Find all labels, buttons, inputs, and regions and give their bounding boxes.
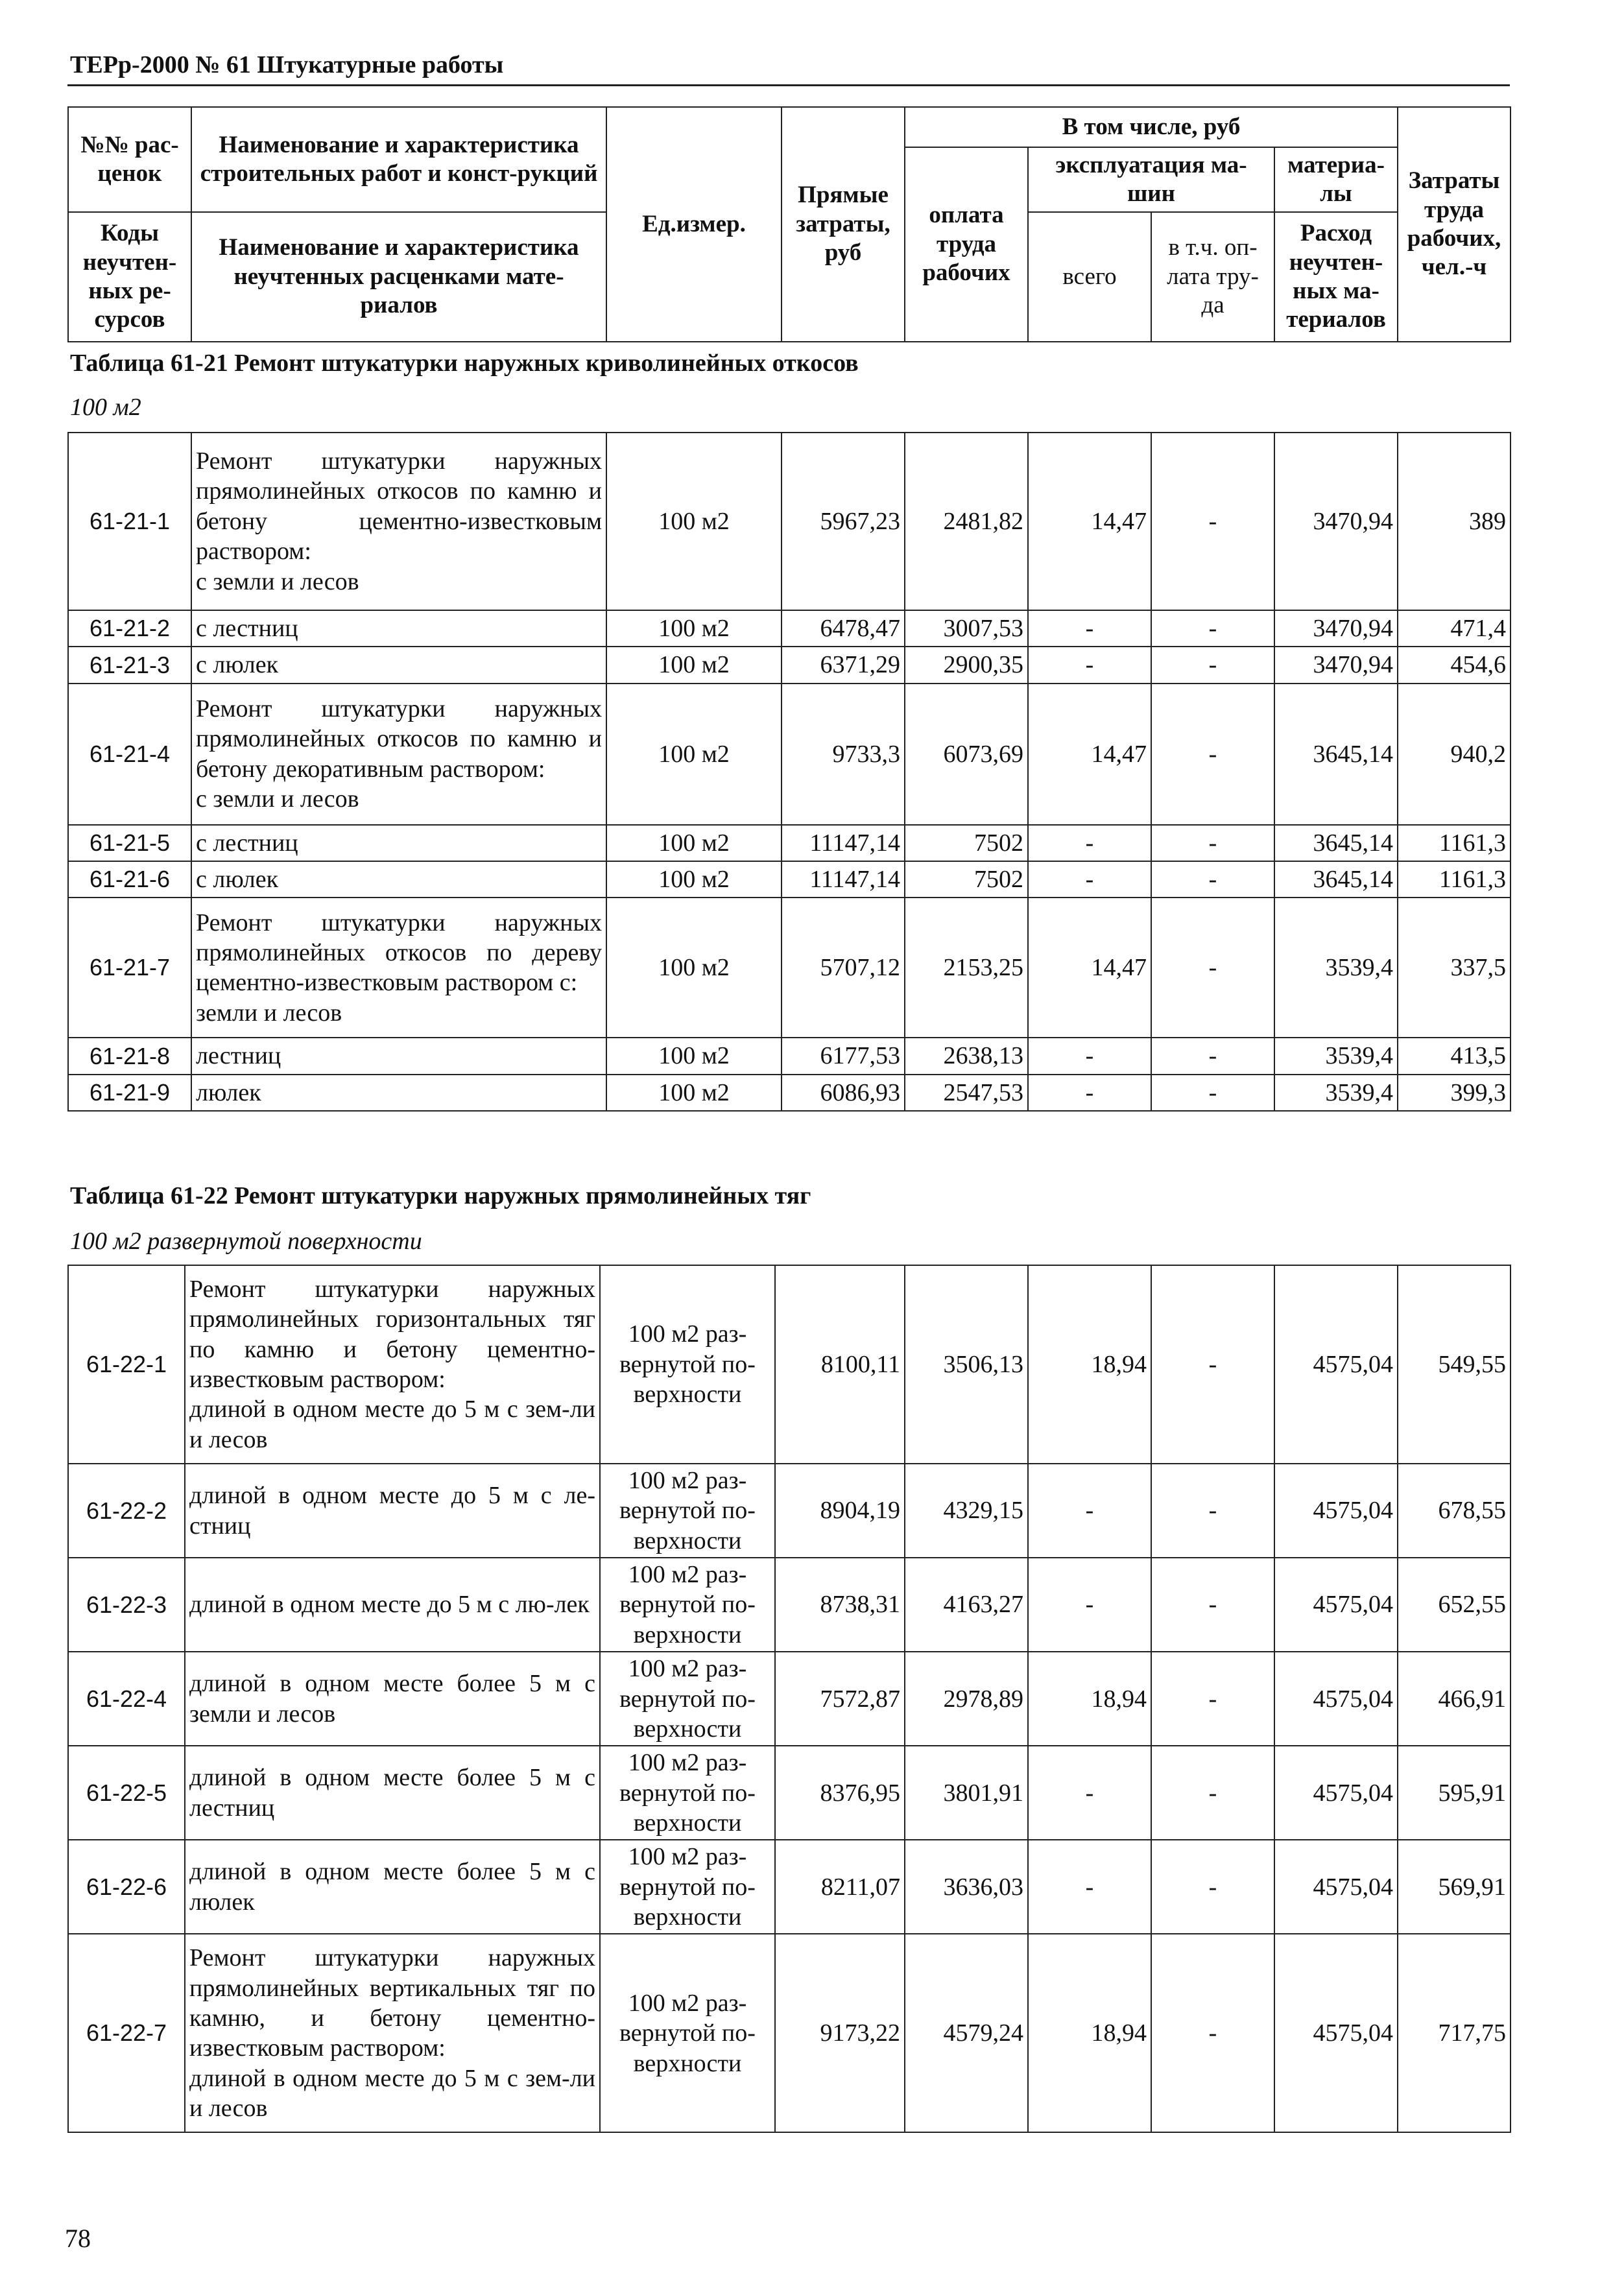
cell-machines-wages: - <box>1151 898 1274 1038</box>
cell-wages: 7502 <box>905 825 1028 861</box>
cell-name: Ремонт штукатурки наружных прямолинейных горизонтальных тяг по камню и бетону цементно-известковым раствором: длиной в одном месте до 5 м с зем-ли и лесов <box>185 1265 600 1464</box>
table-row <box>68 1746 1511 1840</box>
cell-wages: 4579,24 <box>905 1934 1028 2132</box>
cell-unit: 100 м2 раз-вернутой по-верхности <box>600 1652 775 1746</box>
cell-unit: 100 м2 <box>606 898 782 1038</box>
table-row <box>68 825 1511 861</box>
cell-direct-costs: 11147,14 <box>782 825 905 861</box>
cell-wages: 4329,15 <box>905 1464 1028 1558</box>
cell-unit: 100 м2 раз-вернутой по-верхности <box>600 1840 775 1934</box>
cell-materials: 4575,04 <box>1274 1652 1398 1746</box>
header-labor: Затраты труда рабочих, чел.-ч <box>1398 107 1511 342</box>
cell-labor: 717,75 <box>1398 1934 1511 2132</box>
table2-title: Таблица 61-22 Ремонт штукатурки наружных прямолинейных тяг <box>70 1182 811 1209</box>
cell-wages: 6073,69 <box>905 684 1028 825</box>
table-row <box>68 1464 1511 1558</box>
page-number: 78 <box>65 2224 91 2253</box>
cell-direct-costs: 8211,07 <box>775 1840 905 1934</box>
cell-machines-total: - <box>1028 825 1151 861</box>
cell-labor: 595,91 <box>1398 1746 1511 1840</box>
table-row <box>68 1038 1511 1074</box>
cell-unit: 100 м2 <box>606 433 782 610</box>
cell-wages: 3007,53 <box>905 610 1028 647</box>
cell-code: 61-21-4 <box>68 684 191 825</box>
cell-direct-costs: 6086,93 <box>782 1075 905 1111</box>
cell-code: 61-21-7 <box>68 898 191 1038</box>
cell-direct-costs: 8738,31 <box>775 1558 905 1652</box>
cell-name: лестниц <box>191 1038 606 1074</box>
cell-wages: 3636,03 <box>905 1840 1028 1934</box>
cell-labor: 1161,3 <box>1398 825 1511 861</box>
table-row <box>68 1265 1511 1464</box>
cell-unit: 100 м2 <box>606 1075 782 1111</box>
cell-wages: 4163,27 <box>905 1558 1028 1652</box>
cell-machines-wages: - <box>1151 1652 1274 1746</box>
table-row <box>68 647 1511 683</box>
table-row <box>68 1558 1511 1652</box>
cell-materials: 4575,04 <box>1274 1558 1398 1652</box>
header-materials-top: материа-лы <box>1274 147 1398 212</box>
cell-machines-total: - <box>1028 1038 1151 1074</box>
cell-materials: 3539,4 <box>1274 898 1398 1038</box>
cell-wages: 3506,13 <box>905 1265 1028 1464</box>
cell-machines-total: 18,94 <box>1028 1934 1151 2132</box>
cell-wages: 2153,25 <box>905 898 1028 1038</box>
cell-direct-costs: 9733,3 <box>782 684 905 825</box>
cell-materials: 3470,94 <box>1274 647 1398 683</box>
cell-direct-costs: 6177,53 <box>782 1038 905 1074</box>
table2-unit-caption: 100 м2 развернутой поверхности <box>70 1228 422 1255</box>
table1-unit-caption: 100 м2 <box>70 394 141 421</box>
table-row <box>68 1934 1511 2132</box>
cell-code: 61-22-2 <box>68 1464 185 1558</box>
cell-labor: 652,55 <box>1398 1558 1511 1652</box>
cell-wages: 3801,91 <box>905 1746 1028 1840</box>
running-header: ТЕРр-2000 № 61 Штукатурные работы <box>70 51 504 78</box>
cell-unit: 100 м2 <box>606 825 782 861</box>
cell-machines-total: 14,47 <box>1028 684 1151 825</box>
cell-name: с лестниц <box>191 825 606 861</box>
cell-code: 61-22-1 <box>68 1265 185 1464</box>
header-machines-total: всего <box>1028 212 1151 342</box>
cell-labor: 1161,3 <box>1398 861 1511 898</box>
cell-machines-wages: - <box>1151 1265 1274 1464</box>
table-row <box>68 1840 1511 1934</box>
cell-direct-costs: 9173,22 <box>775 1934 905 2132</box>
cell-name: люлек <box>191 1075 606 1111</box>
header-name-top: Наименование и характеристика строительных работ и конст-рукций <box>191 107 606 212</box>
cell-unit: 100 м2 раз-вернутой по-верхности <box>600 1464 775 1558</box>
cell-code: 61-21-8 <box>68 1038 191 1074</box>
cell-code: 61-21-3 <box>68 647 191 683</box>
cell-code: 61-22-5 <box>68 1746 185 1840</box>
cell-labor: 471,4 <box>1398 610 1511 647</box>
cell-labor: 940,2 <box>1398 684 1511 825</box>
cell-code: 61-21-5 <box>68 825 191 861</box>
cell-unit: 100 м2 <box>606 1038 782 1074</box>
cell-machines-total: - <box>1028 861 1151 898</box>
cell-machines-total: 14,47 <box>1028 433 1151 610</box>
cell-machines-wages: - <box>1151 1558 1274 1652</box>
cell-machines-wages: - <box>1151 861 1274 898</box>
cell-wages: 2547,53 <box>905 1075 1028 1111</box>
cell-direct-costs: 5967,23 <box>782 433 905 610</box>
cell-machines-total: - <box>1028 1075 1151 1111</box>
header-rule <box>67 84 1510 86</box>
cell-direct-costs: 8376,95 <box>775 1746 905 1840</box>
cell-name: длиной в одном месте более 5 м с лестниц <box>185 1746 600 1840</box>
cell-machines-total: - <box>1028 1464 1151 1558</box>
cell-unit: 100 м2 <box>606 647 782 683</box>
cell-materials: 3645,14 <box>1274 861 1398 898</box>
header-wages: оплата труда рабочих <box>905 147 1028 342</box>
header-materials-bottom: Расход неучтен-ных ма-териалов <box>1274 212 1398 342</box>
cell-machines-total: - <box>1028 1840 1151 1934</box>
header-code-bottom: Коды неучтен-ных ре-сурсов <box>68 212 191 342</box>
table-row <box>68 610 1511 647</box>
cell-labor: 569,91 <box>1398 1840 1511 1934</box>
table-row <box>68 861 1511 898</box>
cell-labor: 454,6 <box>1398 647 1511 683</box>
cell-machines-total: - <box>1028 1558 1151 1652</box>
cell-machines-wages: - <box>1151 1934 1274 2132</box>
cell-machines-wages: - <box>1151 1746 1274 1840</box>
cell-wages: 2638,13 <box>905 1038 1028 1074</box>
header-direct-costs: Прямые затраты, руб <box>782 107 905 342</box>
cell-code: 61-21-6 <box>68 861 191 898</box>
table-61-21 <box>67 432 1511 1112</box>
cell-labor: 678,55 <box>1398 1464 1511 1558</box>
cell-labor: 399,3 <box>1398 1075 1511 1111</box>
cell-name: Ремонт штукатурки наружных прямолинейных откосов по камню и бетону декоративным раствором: с земли и лесов <box>191 684 606 825</box>
cell-machines-wages: - <box>1151 1038 1274 1074</box>
cell-materials: 3539,4 <box>1274 1075 1398 1111</box>
cell-name: Ремонт штукатурки наружных прямолинейных откосов по камню и бетону цементно-известковым раствором: с земли и лесов <box>191 433 606 610</box>
cell-wages: 2900,35 <box>905 647 1028 683</box>
cell-labor: 466,91 <box>1398 1652 1511 1746</box>
cell-name: Ремонт штукатурки наружных прямолинейных вертикальных тяг по камню, и бетону цементно-известковым раствором: длиной в одном месте до 5 м с зем-ли и лесов <box>185 1934 600 2132</box>
cell-machines-total: 14,47 <box>1028 898 1151 1038</box>
cell-machines-wages: - <box>1151 684 1274 825</box>
cell-code: 61-22-4 <box>68 1652 185 1746</box>
cell-materials: 3470,94 <box>1274 433 1398 610</box>
table-row <box>68 684 1511 825</box>
cell-unit: 100 м2 <box>606 861 782 898</box>
table-row <box>68 433 1511 610</box>
cell-code: 61-22-7 <box>68 1934 185 2132</box>
cell-name: длиной в одном месте более 5 м с земли и лесов <box>185 1652 600 1746</box>
cell-wages: 2978,89 <box>905 1652 1028 1746</box>
cell-unit: 100 м2 раз-вернутой по-верхности <box>600 1558 775 1652</box>
cell-materials: 3539,4 <box>1274 1038 1398 1074</box>
cell-machines-wages: - <box>1151 610 1274 647</box>
cell-name: длиной в одном месте до 5 м с лю-лек <box>185 1558 600 1652</box>
cell-machines-wages: - <box>1151 1840 1274 1934</box>
cell-labor: 389 <box>1398 433 1511 610</box>
cell-labor: 337,5 <box>1398 898 1511 1038</box>
header-unit: Ед.измер. <box>606 107 782 342</box>
cell-code: 61-21-9 <box>68 1075 191 1111</box>
cell-materials: 4575,04 <box>1274 1934 1398 2132</box>
header-including-group: В том числе, руб <box>905 107 1398 147</box>
cell-direct-costs: 8100,11 <box>775 1265 905 1464</box>
cell-name: длиной в одном месте более 5 м с люлек <box>185 1840 600 1934</box>
column-header-table <box>67 106 1511 342</box>
cell-materials: 3470,94 <box>1274 610 1398 647</box>
cell-name: длиной в одном месте до 5 м с ле-стниц <box>185 1464 600 1558</box>
cell-wages: 7502 <box>905 861 1028 898</box>
table-row <box>68 1652 1511 1746</box>
cell-name: с люлек <box>191 647 606 683</box>
cell-code: 61-22-3 <box>68 1558 185 1652</box>
cell-machines-total: 18,94 <box>1028 1652 1151 1746</box>
cell-code: 61-21-2 <box>68 610 191 647</box>
cell-materials: 4575,04 <box>1274 1464 1398 1558</box>
cell-unit: 100 м2 <box>606 684 782 825</box>
cell-machines-wages: - <box>1151 647 1274 683</box>
cell-direct-costs: 5707,12 <box>782 898 905 1038</box>
cell-unit: 100 м2 раз-вернутой по-верхности <box>600 1746 775 1840</box>
cell-direct-costs: 6371,29 <box>782 647 905 683</box>
cell-machines-total: - <box>1028 1746 1151 1840</box>
table1-title: Таблица 61-21 Ремонт штукатурки наружных криволинейных откосов <box>70 350 859 377</box>
cell-machines-wages: - <box>1151 1464 1274 1558</box>
cell-machines-wages: - <box>1151 433 1274 610</box>
cell-direct-costs: 11147,14 <box>782 861 905 898</box>
cell-direct-costs: 7572,87 <box>775 1652 905 1746</box>
cell-unit: 100 м2 раз-вернутой по-верхности <box>600 1265 775 1464</box>
cell-direct-costs: 6478,47 <box>782 610 905 647</box>
cell-code: 61-22-6 <box>68 1840 185 1934</box>
cell-unit: 100 м2 раз-вернутой по-верхности <box>600 1934 775 2132</box>
cell-name: с люлек <box>191 861 606 898</box>
cell-unit: 100 м2 <box>606 610 782 647</box>
cell-code: 61-21-1 <box>68 433 191 610</box>
cell-name: с лестниц <box>191 610 606 647</box>
cell-machines-total: 18,94 <box>1028 1265 1151 1464</box>
header-machines-group: эксплуатация ма-шин <box>1028 147 1274 212</box>
cell-materials: 4575,04 <box>1274 1840 1398 1934</box>
cell-machines-wages: - <box>1151 1075 1274 1111</box>
cell-machines-total: - <box>1028 647 1151 683</box>
cell-materials: 4575,04 <box>1274 1265 1398 1464</box>
cell-wages: 2481,82 <box>905 433 1028 610</box>
table-61-22 <box>67 1265 1511 2133</box>
cell-labor: 413,5 <box>1398 1038 1511 1074</box>
cell-materials: 3645,14 <box>1274 825 1398 861</box>
cell-direct-costs: 8904,19 <box>775 1464 905 1558</box>
table-row <box>68 898 1511 1038</box>
table-row <box>68 1075 1511 1111</box>
header-code-top: №№ рас-ценок <box>68 107 191 212</box>
cell-materials: 3645,14 <box>1274 684 1398 825</box>
cell-machines-wages: - <box>1151 825 1274 861</box>
header-name-bottom: Наименование и характеристика неучтенных расценками мате-риалов <box>191 212 606 342</box>
cell-machines-total: - <box>1028 610 1151 647</box>
cell-name: Ремонт штукатурки наружных прямолинейных откосов по дереву цементно-известковым раствором с: земли и лесов <box>191 898 606 1038</box>
cell-materials: 4575,04 <box>1274 1746 1398 1840</box>
header-machines-wages: в т.ч. оп-лата тру-да <box>1151 212 1274 342</box>
cell-labor: 549,55 <box>1398 1265 1511 1464</box>
